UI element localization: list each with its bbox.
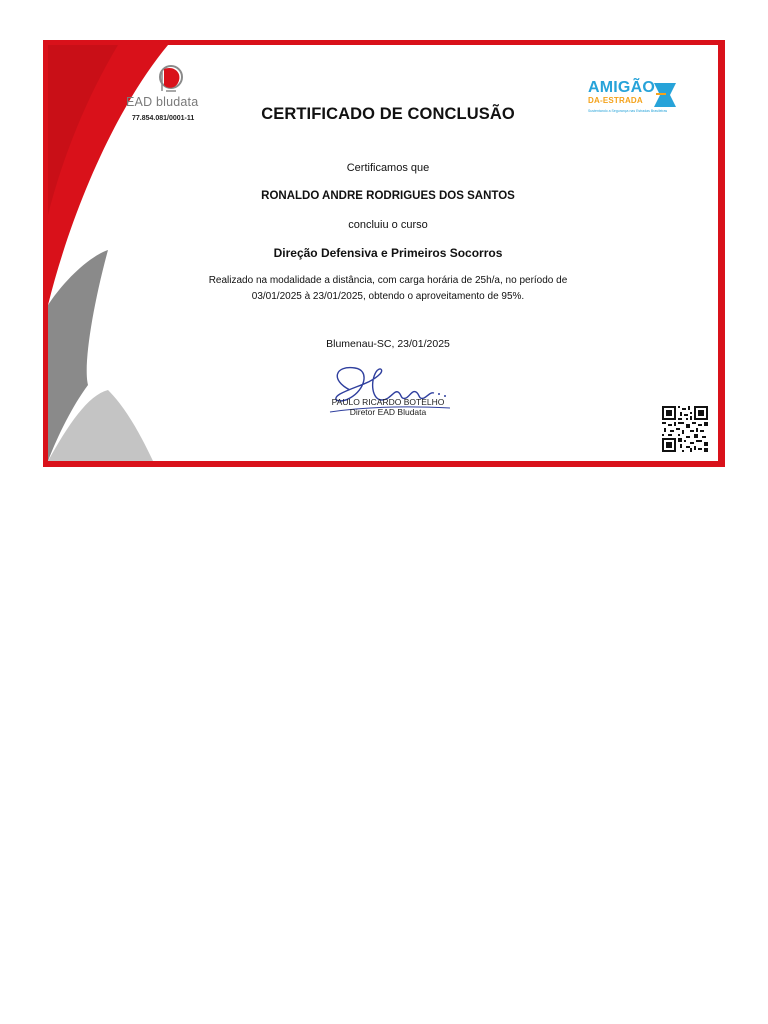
place-date: Blumenau-SC, 23/01/2025 xyxy=(326,338,450,350)
certify-text: Certificamos que xyxy=(346,162,430,174)
recipient-name: RONALDO ANDRE RODRIGUES DOS SANTOS xyxy=(261,190,515,202)
course-description: Realizado na modalidade a distância, com carga horária de 25h/a, no período de 03/01/2025 à 23/01/2025, obtendo o aproveitamento de 95%. xyxy=(208,275,568,302)
signatory-role: Diretor EAD Bludata xyxy=(349,407,427,417)
certificate-frame xyxy=(43,40,725,467)
partner-name-line1: AMIGÃO xyxy=(588,79,655,96)
issuer-cnpj: 77.854.081/0001-11 xyxy=(132,115,195,122)
completed-text: concluiu o curso xyxy=(348,219,428,231)
partner-tagline: Sustentando a Segurança nas Estradas Brasileiras xyxy=(588,109,668,113)
certificate-body xyxy=(48,45,718,461)
signatory-name: PAULO RICARDO BOTELHO xyxy=(331,397,445,407)
qr-code-icon[interactable] xyxy=(662,406,708,452)
course-name: Direção Defensiva e Primeiros Socorros xyxy=(273,246,503,260)
partner-name-line2: DA-ESTRADA xyxy=(588,96,643,105)
issuer-logo-text: EAD bludata xyxy=(126,95,199,109)
certificate-title: CERTIFICADO DE CONCLUSÃO xyxy=(261,105,515,123)
